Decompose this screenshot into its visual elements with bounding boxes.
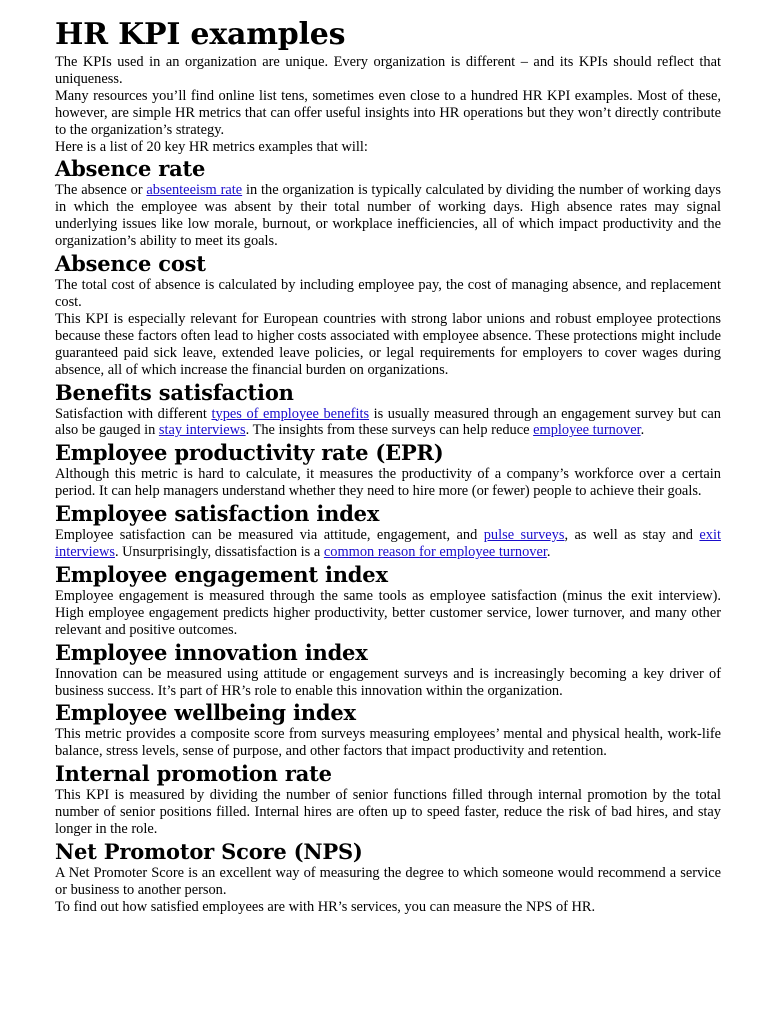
heading-benefits-satisfaction: Benefits satisfaction [55,379,294,405]
absence-rate-paragraph [55,182,721,250]
text-span: . Unsurprisingly, dissatisfaction is a [114,544,324,561]
link-common-reason-for-employee-turnover[interactable]: common reason for employee turnover [323,544,547,561]
text-span: Satisfaction with different [55,405,212,422]
link-stay-interviews[interactable]: stay interviews [158,422,246,439]
link-pulse-surveys[interactable]: pulse surveys [483,527,565,544]
heading-employee-engagement-index: Employee engagement index [55,561,388,587]
intro-paragraph-3: Here is a list of 20 key HR metrics examples that will: [55,138,368,155]
link-employee-turnover[interactable]: employee turnover [533,422,641,439]
nps-paragraph-2: To find out how satisfied employees are with HR’s services, you can measure the NPS of HR. [55,898,596,915]
document-page [55,16,721,916]
internal-promotion-paragraph: This KPI is measured by dividing the number of senior functions filled through internal promotion by the total number of senior positions filled. Internal hires are often up to speed faster, reduce the risk of bad hires, and stay longer in the role. [55,787,721,838]
heading-employee-innovation-index: Employee innovation index [55,639,368,665]
nps-paragraph-1 [55,865,721,899]
text-span: A Net Promoter Score is an excellent way of measuring the degree to which someone would recommend a [55,865,677,881]
link-exit-interviews[interactable]: exit interviews [55,527,721,561]
page-title: HR KPI examples [55,17,346,52]
text-span: . [546,544,551,561]
heading-absence-rate: Absence rate [55,156,206,182]
epr-paragraph: Although this metric is hard to calculate, it measures the productivity of a company’s workforce over a certain period. It can help managers understand whether they need to hire more (or fewer) people to achieve their goals. [55,466,721,500]
heading-employee-wellbeing-index: Employee wellbeing index [55,700,356,726]
satisfaction-index-paragraph [55,527,721,561]
heading-net-promotor-score: Net Promotor Score (NPS) [55,839,363,864]
text-span: The absence or [55,182,147,199]
heading-employee-productivity-rate: Employee productivity rate (EPR) [55,440,444,466]
intro-paragraph-2: Many resources you’ll find online list tens, sometimes even close to a hundred HR KPI examples. Most of these, however, are simple HR metrics that can offer useful insights into HR operations but they won’t directly contribute to the organization’s strategy. [55,87,721,138]
wellbeing-index-paragraph: This metric provides a composite score from surveys measuring employees’ mental and physical health, work-life balance, stress levels, sense of purpose, and other factors that impact productivity and retention. [55,726,721,760]
text-span: . The insights from these surveys can help reduce [245,422,534,439]
link-absenteeism-rate[interactable]: absenteeism rate [146,182,243,199]
text-span: , as well as stay and [564,527,700,544]
absence-cost-paragraph-1: The total cost of absence is calculated by including employee pay, the cost of managing absence, and replacement cost. [55,277,721,310]
text-span: . [640,422,645,439]
heading-absence-cost: Absence cost [55,251,206,277]
text-span: is usually measured through an engagement survey but can also be gauged in [55,405,722,439]
heading-internal-promotion-rate: Internal promotion rate [55,761,332,787]
link-types-of-employee-benefits[interactable]: types of employee benefits [211,405,370,422]
innovation-index-paragraph: Innovation can be measured using attitude or engagement surveys and is increasingly becoming a key driver of business success. It’s part of HR’s role to enable this innovation within the organization. [55,665,721,699]
engagement-index-paragraph: Employee engagement is measured through the same tools as employee satisfaction (minus the exit interview). High employee engagement predicts higher productivity, better customer service, lower turnover, and many other relevant and positive outcomes. [55,587,721,638]
text-span: service or business to another person. [55,865,721,898]
absence-cost-paragraph-2: This KPI is especially relevant for European countries with strong labor unions and robust employee protections because these factors often lead to higher costs associated with employee absence. These protections might include guaranteed paid sick leave, extended leave policies, or legal requirements for employers to cover wages during absence, all of which increase the financial burden on organizations. [55,310,721,378]
text-span: Employee satisfaction can be measured via attitude, engagement, and [55,527,484,544]
text-span: in the organization is typically calculated by dividing the number of working days in which the employee was absent by their total number of working days. High absence rates may signal underlying issues like low morale, burnout, or workplace inefficiencies, all of which impact productivity and the organization’s ability to meet its goals. [55,182,721,250]
intro-paragraph-1: The KPIs used in an organization are unique. Every organization is different – and its KPIs should reflect that uniqueness. [55,54,721,87]
heading-employee-satisfaction-index: Employee satisfaction index [55,501,380,527]
benefits-satisfaction-paragraph [55,406,721,440]
